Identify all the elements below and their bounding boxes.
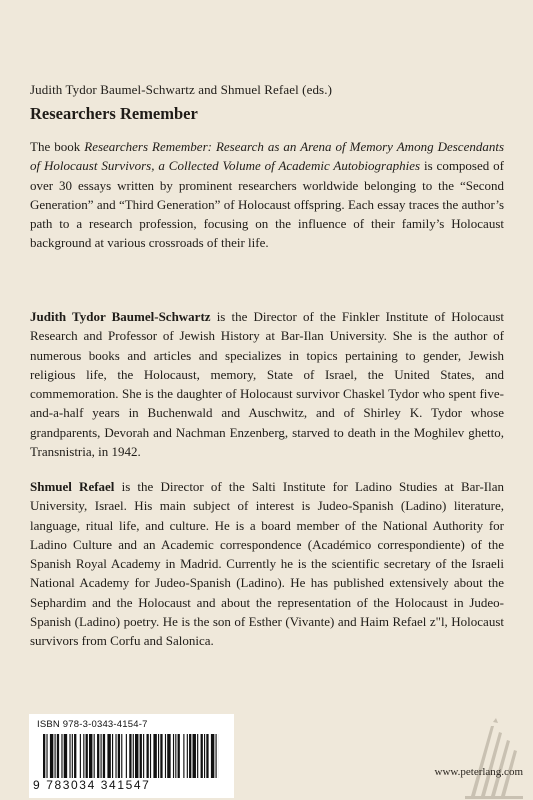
- barcode-bar: [55, 734, 56, 778]
- barcode-bar: [80, 734, 81, 778]
- bio-judith: [30, 307, 504, 461]
- book-title: Researchers Remember: [30, 104, 198, 123]
- bio-shmuel-text: is the Director of the Salti Institute for Ladino Studies at Bar-Ilan University, Israel. His main subject of interest is Judeo-Spanish (Ladino) literature, language, ritual life, and culture. He is a board member of the National Authority for Ladino Culture and an Academic correspondence (Académico correspondiente) of the Spanish Royal Academy in Madrid. Currently he is the scientific secretary of the Israeli National Academy for Judeo-Spanish (Ladino). He has published extensively about the Sephardim and the Holocaust and about the representation of the Holocaust in Judeo-Spanish (Ladino) poetry. He is the son of Esther (Vivante) and Haim Refael z"l, Holocaust survivors from Corfu and Salonica.: [30, 479, 504, 649]
- isbn-label: ISBN 978-3-0343-4154-7: [37, 719, 148, 730]
- barcode-bar: [175, 734, 176, 778]
- barcode-digits: 9 783034 341547: [33, 778, 151, 792]
- barcode-bar: [69, 734, 70, 778]
- barcode-bar: [115, 734, 116, 778]
- barcode-bar: [140, 734, 142, 778]
- barcode-bar: [64, 734, 67, 778]
- barcode-bar: [101, 734, 102, 778]
- barcode-bar: [46, 734, 47, 778]
- barcode-bar: [43, 734, 45, 778]
- bio-shmuel: [30, 477, 504, 651]
- barcode-bar: [72, 734, 73, 778]
- barcode-bar: [173, 734, 174, 778]
- barcode-bar: [97, 734, 99, 778]
- editors-line: Judith Tydor Baumel-Schwartz and Shmuel Refael (eds.): [30, 82, 332, 97]
- barcode-bar: [57, 734, 59, 778]
- barcode-bar: [74, 734, 76, 778]
- barcode-bar: [211, 734, 214, 778]
- barcode-bar: [201, 734, 203, 778]
- barcode-bar: [61, 734, 62, 778]
- barcode-bar: [197, 734, 198, 778]
- barcode-bar: [50, 734, 53, 778]
- barcode-bar: [143, 734, 144, 778]
- publisher-logo-icon: [463, 716, 525, 800]
- barcode-bar: [103, 734, 105, 778]
- barcode-bars: [43, 734, 219, 778]
- barcode-bar: [150, 734, 151, 778]
- bio-judith-name: Judith Tydor Baumel-Schwartz: [30, 309, 211, 324]
- barcode-bar: [83, 734, 84, 778]
- barcode-bar: [107, 734, 110, 778]
- barcode-bar: [204, 734, 205, 778]
- barcode-bar: [178, 734, 180, 778]
- barcode-bar: [206, 734, 208, 778]
- barcode-bar: [126, 734, 127, 778]
- barcode-bar: [183, 734, 184, 778]
- barcode-bar: [118, 734, 120, 778]
- barcode-bar: [129, 734, 131, 778]
- barcode-bar: [193, 734, 196, 778]
- barcode-bar: [153, 734, 156, 778]
- description-intro: The book: [30, 139, 85, 154]
- barcode-bar: [167, 734, 170, 778]
- publisher-url[interactable]: www.peterlang.com: [434, 766, 523, 778]
- barcode-bar: [94, 734, 95, 778]
- barcode-bar: [158, 734, 159, 778]
- barcode-bar: [112, 734, 113, 778]
- barcode-bar: [89, 734, 92, 778]
- description-italic-title: Researchers Remember: Research as an Arena of Memory Among Descendants of Holocaust Survivors, a Collected Volume of Academic Autobiographies: [30, 139, 505, 174]
- barcode-bar: [187, 734, 188, 778]
- bio-judith-text: is the Director of the Finkler Institute of Holocaust Research and Professor of Jewish History at Bar-Ilan University. She is the author of numerous books and articles and specializes in topics pertaining to gender, Jewish religious life, the Holocaust, memory, State of Israel, the United States, and commemoration. She is the daughter of Holocaust survivor Chaskel Tydor who spent five-and-a-half years in Buchenwald and Auschwitz, and of Shirley K. Tydor whose grandparents, Devorah and Nachman Enzenberg, starved to death in the Moghilev ghetto, Transnistria, in 1942.: [30, 309, 504, 460]
- barcode-bar: [189, 734, 191, 778]
- barcode-bar: [147, 734, 149, 778]
- description-body: is composed of over 30 essays written by prominent researchers worldwide belonging to the “Second Generation” and “Third Generation” of Holocaust offspring. Each essay traces the author’s path to a research profession, focusing on the influence of their family’s Holocaust background at various crossroads of their life.: [30, 158, 505, 251]
- barcode-bar: [133, 734, 134, 778]
- bio-shmuel-name: Shmuel Refael: [30, 479, 115, 494]
- barcode-bar: [165, 734, 166, 778]
- barcode-bar: [216, 734, 217, 778]
- barcode-panel: [29, 714, 234, 798]
- barcode-bar: [160, 734, 162, 778]
- barcode-bar: [121, 734, 122, 778]
- barcode-bar: [86, 734, 88, 778]
- book-description: [30, 137, 504, 253]
- barcode-bar: [135, 734, 138, 778]
